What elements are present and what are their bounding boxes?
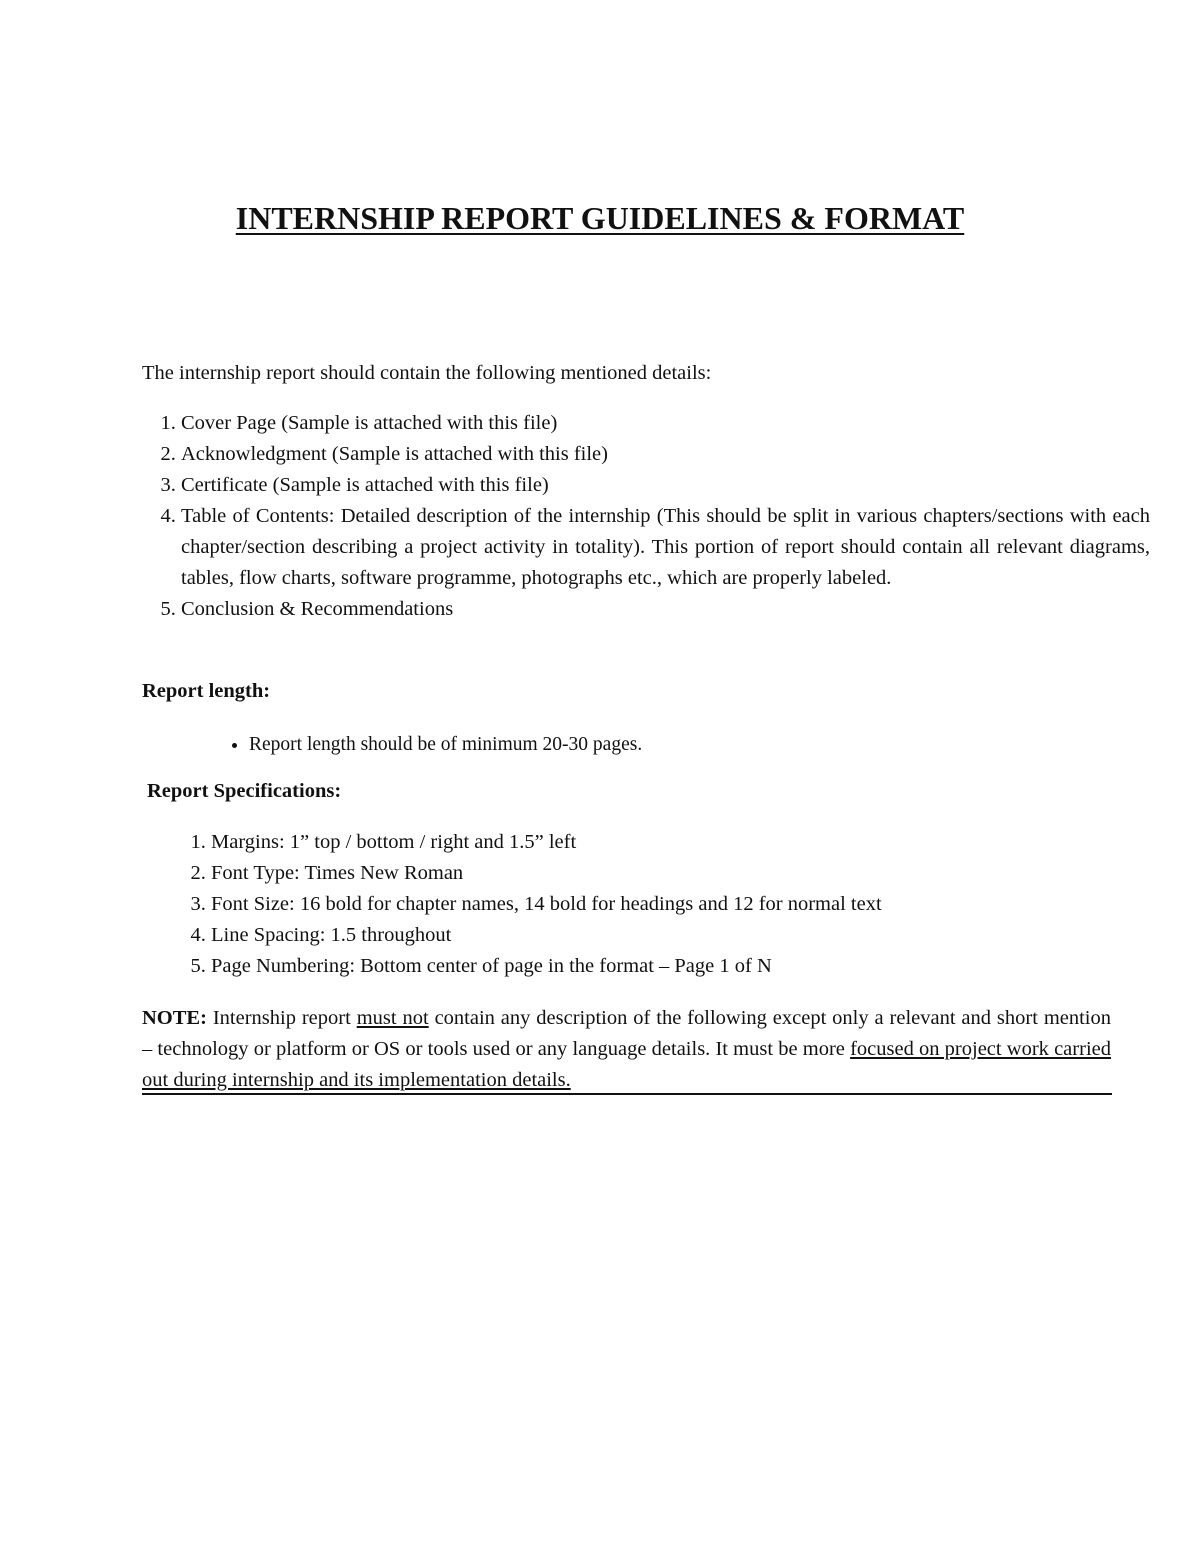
list-item: 3. Certificate (Sample is attached with this file): [181, 470, 1150, 501]
list-item: 4. Line Spacing: 1.5 throughout: [211, 920, 1146, 951]
list-item: 2. Acknowledgment (Sample is attached with this file): [181, 439, 1150, 470]
list-item: 4. Table of Contents: Detailed description of the internship (This should be split in various chapters/sections with each chapter/section describing a project activity in totality). This portion of report should contain all relevant diagrams, tables, flow charts, software programme, photographs etc., which are properly labeled.: [181, 501, 1150, 594]
note-paragraph: [142, 1003, 1111, 1096]
document-title-text: INTERNSHIP REPORT GUIDELINES & FORMAT: [235, 200, 965, 236]
note-label: NOTE:: [142, 1007, 207, 1029]
list-item: • Report length should be of minimum 20-30 pages.: [249, 729, 642, 760]
note-bottom-rule: [142, 1093, 1112, 1095]
document-title: [0, 196, 1200, 240]
note-underlined-text: focused on project work carried out during internship and its implementation details.: [142, 1038, 1111, 1091]
list-item: 3. Font Size: 16 bold for chapter names, 14 bold for headings and 12 for normal text: [211, 889, 1146, 920]
report-specifications-list: [176, 827, 1146, 982]
note-emphasis: must not: [356, 1007, 429, 1029]
intro-paragraph: The internship report should contain the following mentioned details:: [142, 362, 712, 384]
report-specifications-heading: Report Specifications:: [147, 780, 342, 802]
note-text: Internship report: [206, 1007, 357, 1029]
report-length-list: [212, 729, 642, 760]
details-list: [142, 408, 1150, 625]
list-item: 5. Page Numbering: Bottom center of page in the format – Page 1 of N: [211, 951, 1146, 982]
list-item: 2. Font Type: Times New Roman: [211, 858, 1146, 889]
list-item: 1. Cover Page (Sample is attached with this file): [181, 408, 1150, 439]
list-item: 5. Conclusion & Recommendations: [181, 594, 1150, 625]
note-text: contain any description of the following except only a relevant and short mention – technology or platform or OS or tools used or any language details. It must be more: [142, 1007, 1111, 1060]
report-length-heading: Report length:: [142, 680, 271, 702]
list-item: 1. Margins: 1” top / bottom / right and 1.5” left: [211, 827, 1146, 858]
